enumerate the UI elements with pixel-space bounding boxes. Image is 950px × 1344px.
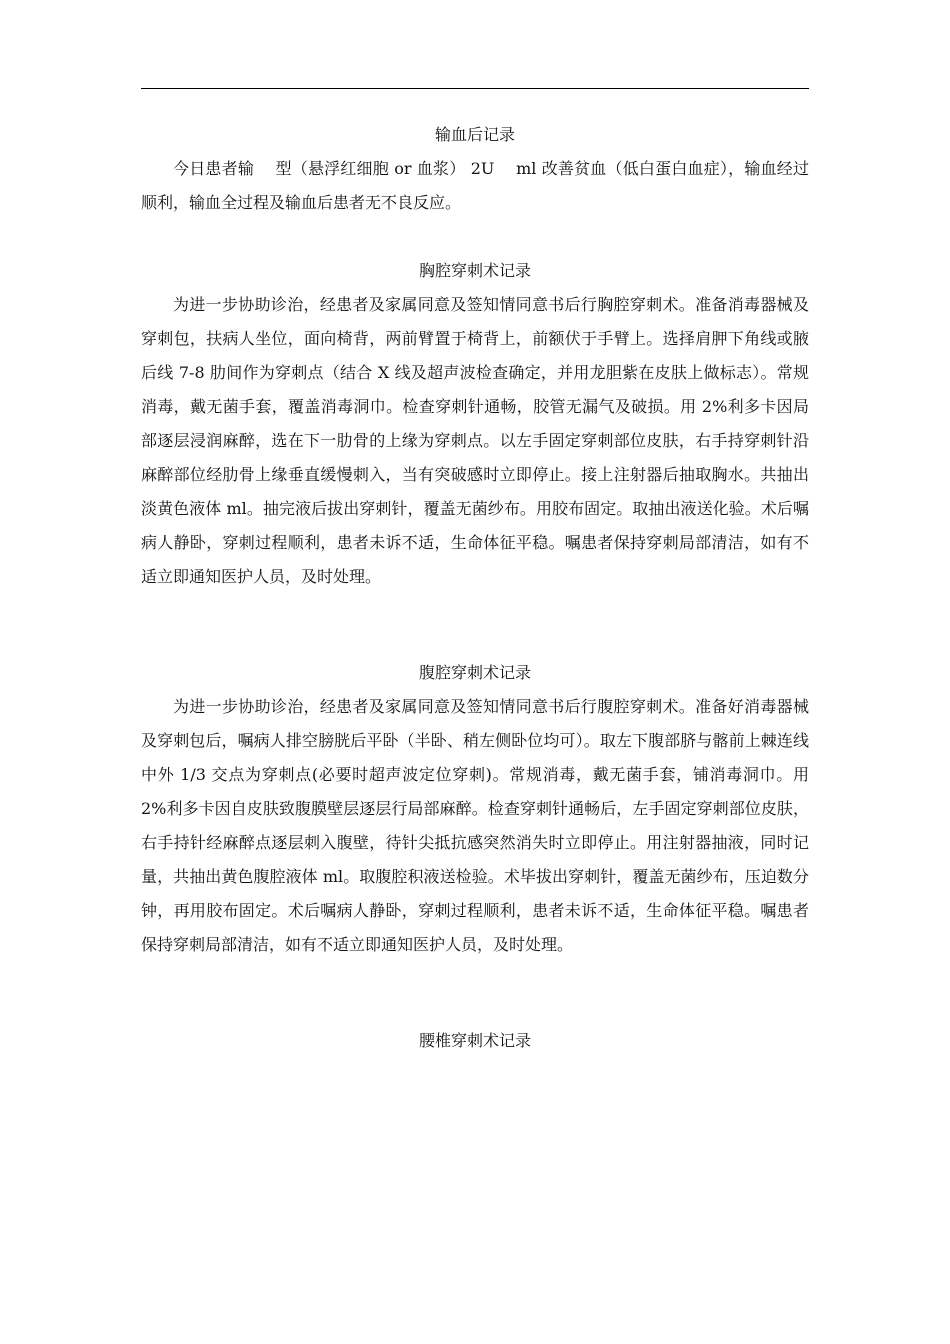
section-lumbar-puncture-record: [141, 1024, 809, 1058]
section-paragraph: 为进一步协助诊治，经患者及家属同意及签知情同意书后行胸腔穿刺术。准备消毒器械及穿刺包，扶病人坐位，面向椅背，两前臂置于椅背上，前额伏于手臂上。选择肩胛下角线或腋后线 7-8 肋间作为穿刺点（结合 X 线及超声波检查确定，并用龙胆紫在皮肤上做标志）。常规消毒，戴无菌手套，覆盖消毒洞巾。检查穿刺针通畅，胶管无漏气及破损。用 2%利多卡因局部逐层浸润麻醉，选在下一肋骨的上缘为穿刺点。以左手固定穿刺部位皮肤，右手持穿刺针沿麻醉部位经肋骨上缘垂直缓慢刺入，当有突破感时立即停止。接上注射器后抽取胸水。共抽出淡黄色液体 ml。抽完液后拔出穿刺针，覆盖无菌纱布。用胶布固定。取抽出液送化验。术后嘱病人静卧，穿刺过程顺利，患者未诉不适，生命体征平稳。嘱患者保持穿刺局部清洁，如有不适立即通知医护人员，及时处理。: [141, 295, 809, 586]
section-paragraph: 今日患者输 型（悬浮红细胞 or 血浆） 2U ml 改善贫血（低白蛋白血症），输血经过顺利，输血全过程及输血后患者无不良反应。: [141, 159, 809, 212]
section-title: 腹腔穿刺术记录: [418, 663, 531, 682]
section-thoracentesis-record: [141, 254, 809, 594]
section-paragraph: 为进一步协助诊治，经患者及家属同意及签知情同意书后行腹腔穿刺术。准备好消毒器械及穿刺包后，嘱病人排空膀胱后平卧（半卧、稍左侧卧位均可）。取左下腹部脐与髂前上棘连线中外 1/3 交点为穿刺点(必要时超声波定位穿刺)。常规消毒，戴无菌手套，铺消毒洞巾。用 2%利多卡因自皮肤致腹膜壁层逐层行局部麻醉。检查穿刺针通畅后，左手固定穿刺部位皮肤，右手持针经麻醉点逐层刺入腹壁，待针尖抵抗感突然消失时立即停止。用注射器抽液，同时记量，共抽出黄色腹腔液体 ml。取腹腔积液送检验。术毕拔出穿刺针，覆盖无菌纱布，压迫数分钟，再用胶布固定。术后嘱病人静卧，穿刺过程顺利，患者未诉不适，生命体征平稳。嘱患者保持穿刺局部清洁，如有不适立即通知医护人员，及时处理。: [141, 697, 809, 954]
section-abdominal-paracentesis-record: [141, 656, 809, 962]
header-rule: [141, 88, 809, 89]
section-transfusion-record: [141, 118, 809, 220]
document-body: [141, 108, 809, 1058]
section-title: 胸腔穿刺术记录: [418, 261, 531, 280]
section-title: 腰椎穿刺术记录: [418, 1031, 531, 1050]
section-title: 输血后记录: [434, 125, 515, 144]
